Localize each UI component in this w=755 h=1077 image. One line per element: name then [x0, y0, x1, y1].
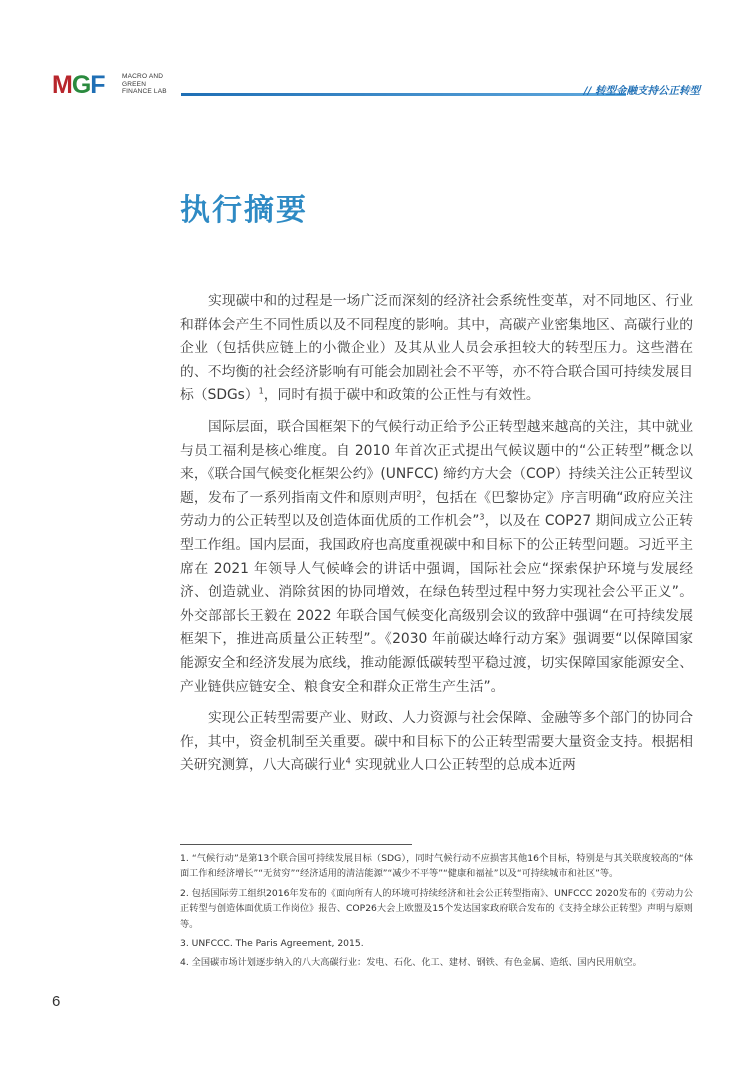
footnote-3: 3. UNFCCC. The Paris Agreement, 2015. [180, 938, 364, 950]
paragraph-text: 实现公正转型需要产业、财政、人力资源与社会保障、金融等多个部门的协同合作，其中，资金机制至关重要。碳中和目标下的公正转型需要大量资金支持。根据相关研究测算，八大高碳行业 [180, 710, 693, 774]
paragraph-2 [180, 416, 693, 699]
page-number: 6 [52, 993, 61, 1010]
footnote-ref[interactable]: 3 [479, 512, 485, 522]
paragraph-text: 实现碳中和的过程是一场广泛而深刻的经济社会系统性变革，对不同地区、行业和群体会产生不同性质以及不同程度的影响。其中，高碳产业密集地区、高碳行业的企业（包括供应链上的小微企业）及其从业人员会承担较大的转型压力。这些潜在的、不均衡的社会经济影响有可能会加剧社会不平等，亦不符合联合国可持续发展目标（SDGs） [180, 293, 693, 404]
footnote-2: 2. 包括国际劳工组织2016年发布的《面向所有人的环境可持续经济和社会公正转型指南》、UNFCCC 2020发布的《劳动力公正转型与创造体面优质工作岗位》报告、COP26大会上欧盟及15个发达国家政府联合发布的《支持全球公正转型》声明与原则等。 [180, 887, 693, 930]
logo-letter-m: M [52, 71, 72, 99]
logo-subtitle-line: FINANCE LAB [122, 88, 167, 95]
logo-subtitle-line: MACRO AND [122, 73, 164, 80]
logo-letter-f: F [90, 71, 105, 99]
logo-letter-g: G [71, 71, 91, 99]
header-divider [181, 93, 626, 96]
paragraph-text: 实现就业人口公正转型的总成本近两 [350, 757, 576, 774]
header-report-title: // 转型金融支持公正转型 [583, 85, 700, 97]
footnote-ref[interactable]: 4 [345, 756, 351, 766]
footnote-ref[interactable]: 2 [416, 489, 422, 499]
paragraph-text: 国际层面，联合国框架下的气候行动正给予公正转型越来越高的关注，其中就业与员工福利是核心维度。自 2010 年首次正式提出气候议题中的“公正转型”概念以来，《联合国气候变化框架公约》(UNFCC) 缔约方大会（COP）持续关注公正转型议题，发布了一系列指南文件和原则声明 [180, 418, 693, 506]
footnotes [180, 851, 693, 975]
paragraph-text: ，以及在 COP27 期间成立公正转型工作组。国内层面，我国政府也高度重视碳中和目标下的公正转型问题。习近平主席在 2021 年领导人气候峰会的讲话中强调，国际社会应“探索保护环境与发展经济、创造就业、消除贫困的协同增效，在绿色转型过程中努力实现社会公平正义”。外交部部长王毅在 2022 年联合国气候变化高级别会议的致辞中强调“在可持续发展框架下，推进高质量公正转型”。《2030 年前碳达峰行动方案》强调要“以保障国家能源安全和经济发展为底线，推动能源低碳转型平稳过渡，切实保障国家能源安全、产业链供应链安全、粮食安全和群众正常生产生活”。 [180, 513, 693, 695]
footnote-divider [180, 844, 412, 845]
main-body [180, 290, 693, 786]
paragraph-3 [180, 707, 693, 778]
mgf-logo [52, 72, 105, 98]
paragraph-1 [180, 290, 693, 408]
footnote-4: 4. 全国碳市场计划逐步纳入的八大高碳行业：发电、石化、化工、建材、钢铁、有色金属、造纸、国内民用航空。 [180, 957, 642, 969]
logo-subtitle [122, 73, 167, 96]
section-title: 执行摘要 [180, 193, 308, 228]
logo-subtitle-line: GREEN [122, 80, 147, 88]
page-header [52, 72, 702, 102]
paragraph-text: ，包括在《巴黎协定》序言明确“政府应关注劳动力的公正转型以及创造体面优质的工作机会” [180, 489, 693, 530]
paragraph-text: ，同时有损于碳中和政策的公正性与有效性。 [263, 387, 540, 404]
footnote-ref[interactable]: 1 [258, 386, 264, 396]
footnote-1: 1. “气候行动”是第13个联合国可持续发展目标（SDG），同时气候行动不应损害其他16个目标，特别是与其关联度较高的“体面工作和经济增长”“无贫穷”“经济适用的清洁能源”“减少不平等”“健康和福祉”以及“可持续城市和社区”等。 [180, 853, 693, 880]
